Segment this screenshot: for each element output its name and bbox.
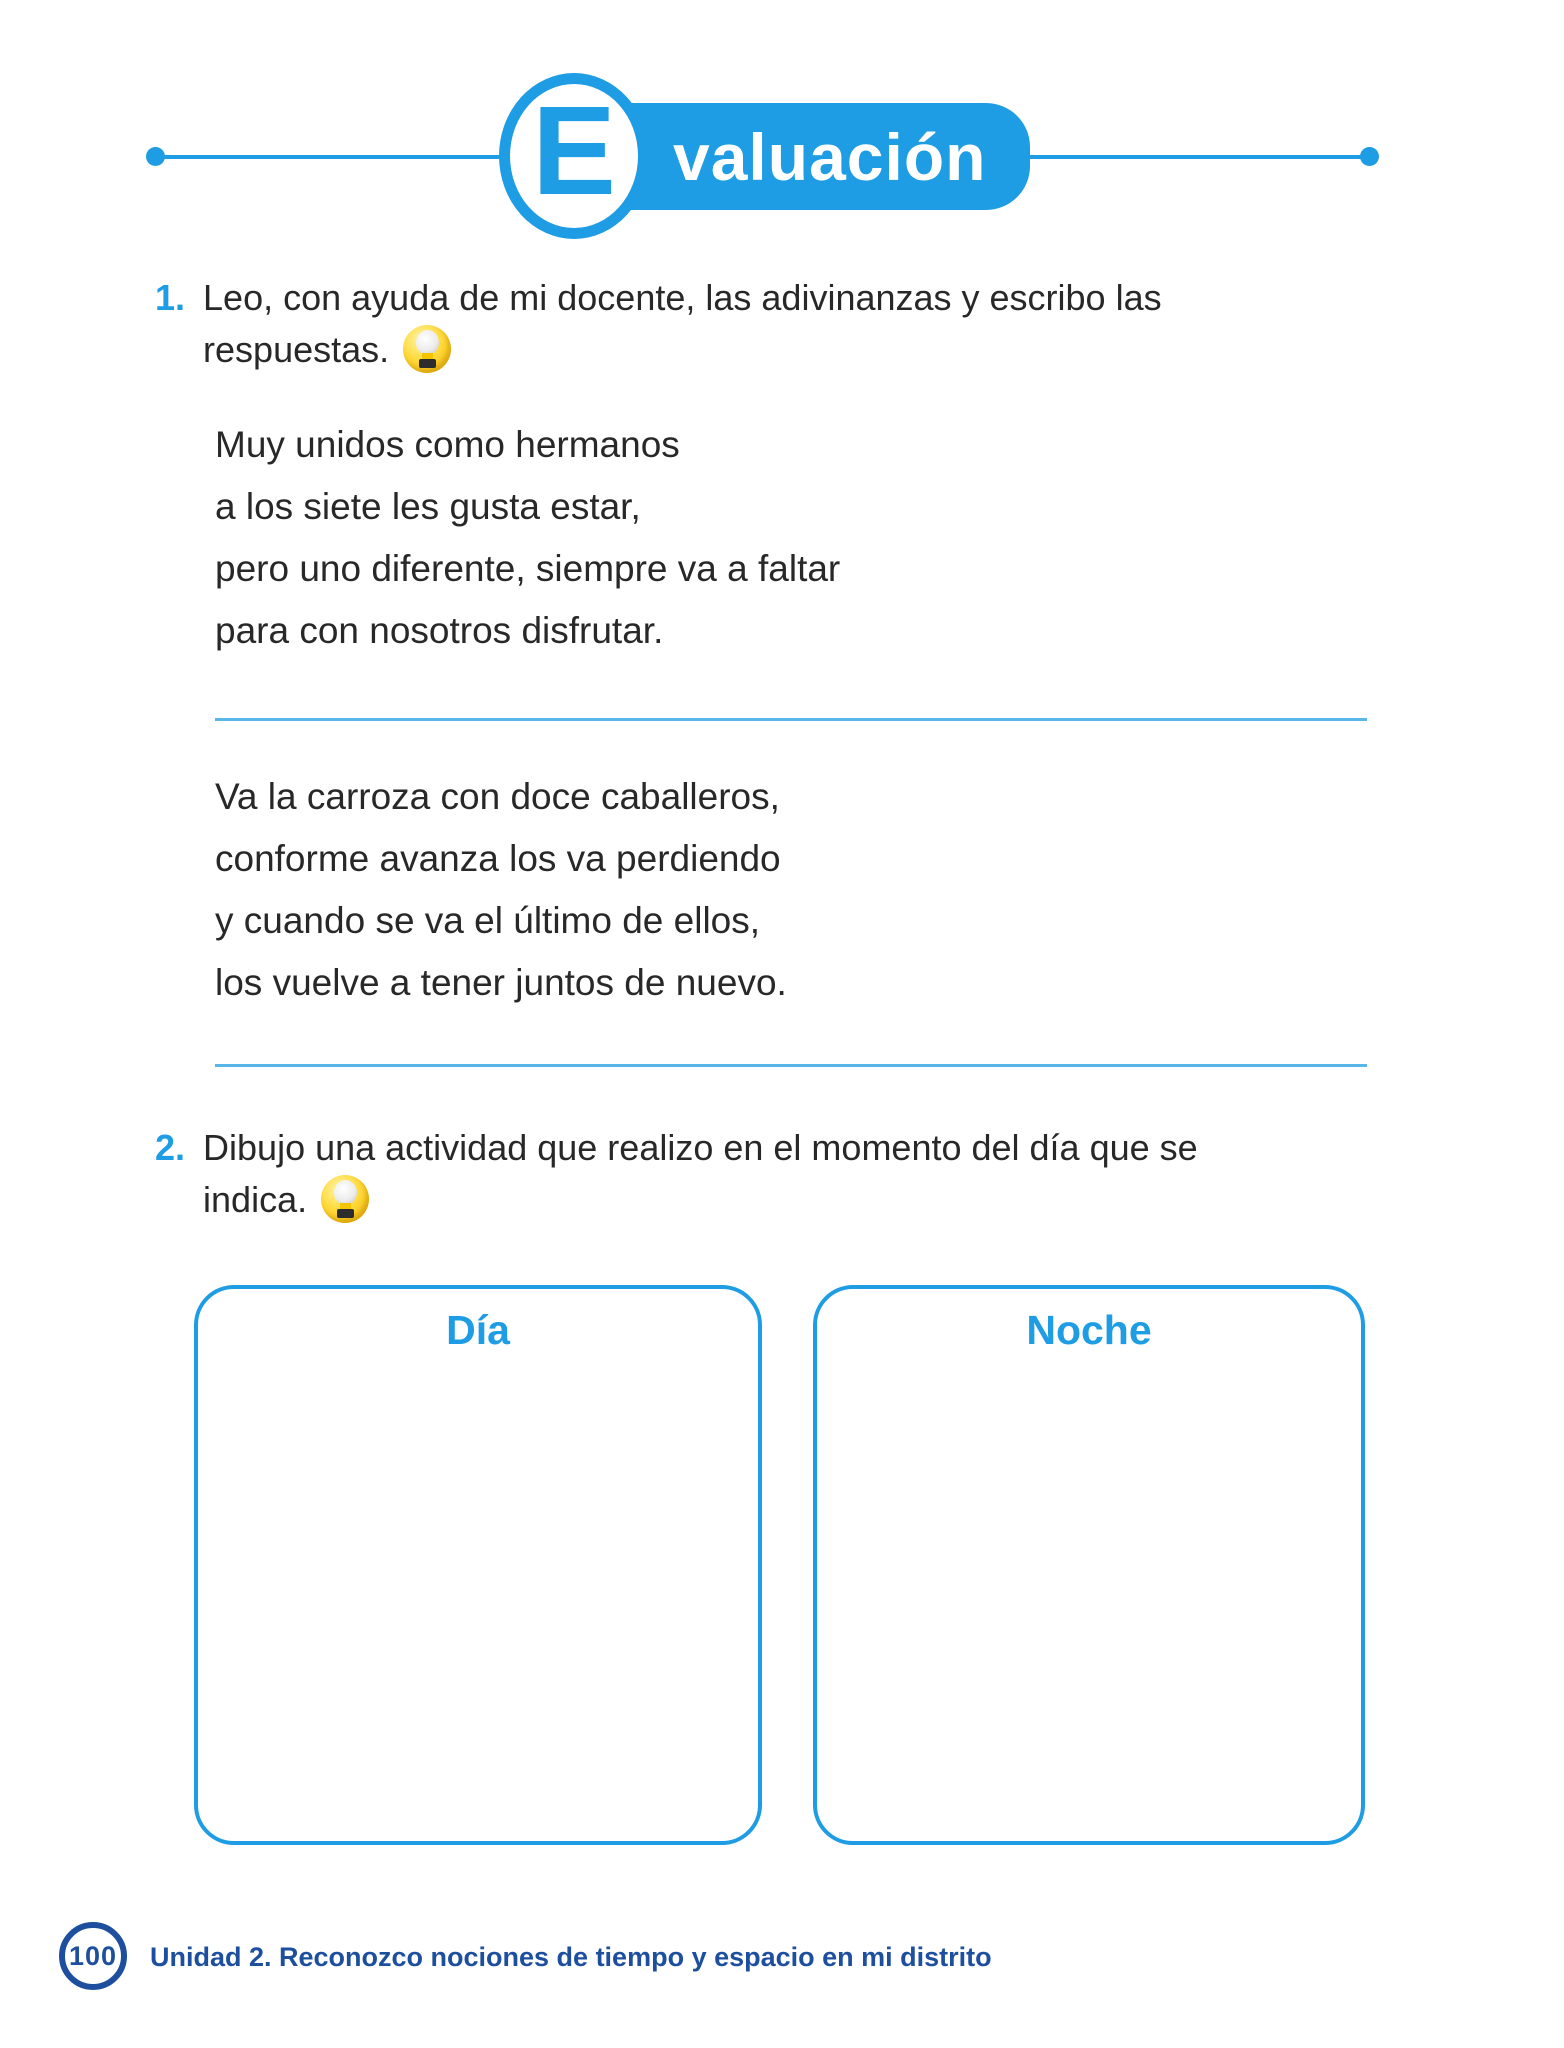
riddle-1-line: para con nosotros disfrutar. <box>215 610 664 651</box>
unit-title: Unidad 2. Reconozco nociones de tiempo y espacio en mi distrito <box>150 1942 992 1972</box>
question-1 <box>155 272 1335 376</box>
lightbulb-glass <box>416 330 439 355</box>
riddle-2-answer-line[interactable] <box>215 1064 1367 1067</box>
lightbulb-icon <box>321 1175 369 1223</box>
drawing-box-noche[interactable] <box>813 1285 1365 1845</box>
riddle-2-line: Va la carroza con doce caballeros, <box>215 776 780 817</box>
riddle-2-line: y cuando se va el último de ellos, <box>215 900 761 941</box>
riddle-1-line: a los siete les gusta estar, <box>215 486 641 527</box>
riddle-1-answer-line[interactable] <box>215 718 1367 721</box>
section-initial-letter: E <box>531 80 617 221</box>
riddle-2 <box>215 766 787 1014</box>
drawing-box-noche-label: Noche <box>1026 1307 1152 1353</box>
question-1-number: 1. <box>155 277 186 318</box>
drawing-box-dia[interactable] <box>194 1285 762 1845</box>
drawing-box-dia-label: Día <box>446 1307 510 1353</box>
question-2 <box>155 1122 1335 1226</box>
question-2-text <box>203 1122 1198 1226</box>
riddle-1-line: pero uno diferente, siempre va a faltar <box>215 548 841 589</box>
page-number-badge <box>59 1922 127 1990</box>
question-1-line1: Leo, con ayuda de mi docente, las adivinanzas y escribo las <box>203 277 1162 318</box>
section-title-text: valuación <box>673 119 987 194</box>
lightbulb-base <box>337 1209 354 1218</box>
header-line-left-dot-icon <box>146 147 165 166</box>
riddle-1 <box>215 414 840 662</box>
question-1-line2: respuestas. <box>203 329 390 370</box>
question-1-text <box>203 272 1162 376</box>
header-line-right-dot-icon <box>1360 147 1379 166</box>
page-number: 100 <box>68 1940 118 1971</box>
question-2-line1: Dibujo una actividad que realizo en el momento del día que se <box>203 1127 1198 1168</box>
riddle-1-line: Muy unidos como hermanos <box>215 424 680 465</box>
riddle-2-line: los vuelve a tener juntos de nuevo. <box>215 962 787 1003</box>
lightbulb-glass <box>334 1180 357 1205</box>
riddle-2-line: conforme avanza los va perdiendo <box>215 838 781 879</box>
section-initial-badge <box>499 73 649 239</box>
question-2-number: 2. <box>155 1127 186 1168</box>
question-2-line2: indica. <box>203 1179 308 1220</box>
lightbulb-icon <box>403 325 451 373</box>
lightbulb-base <box>419 359 436 368</box>
